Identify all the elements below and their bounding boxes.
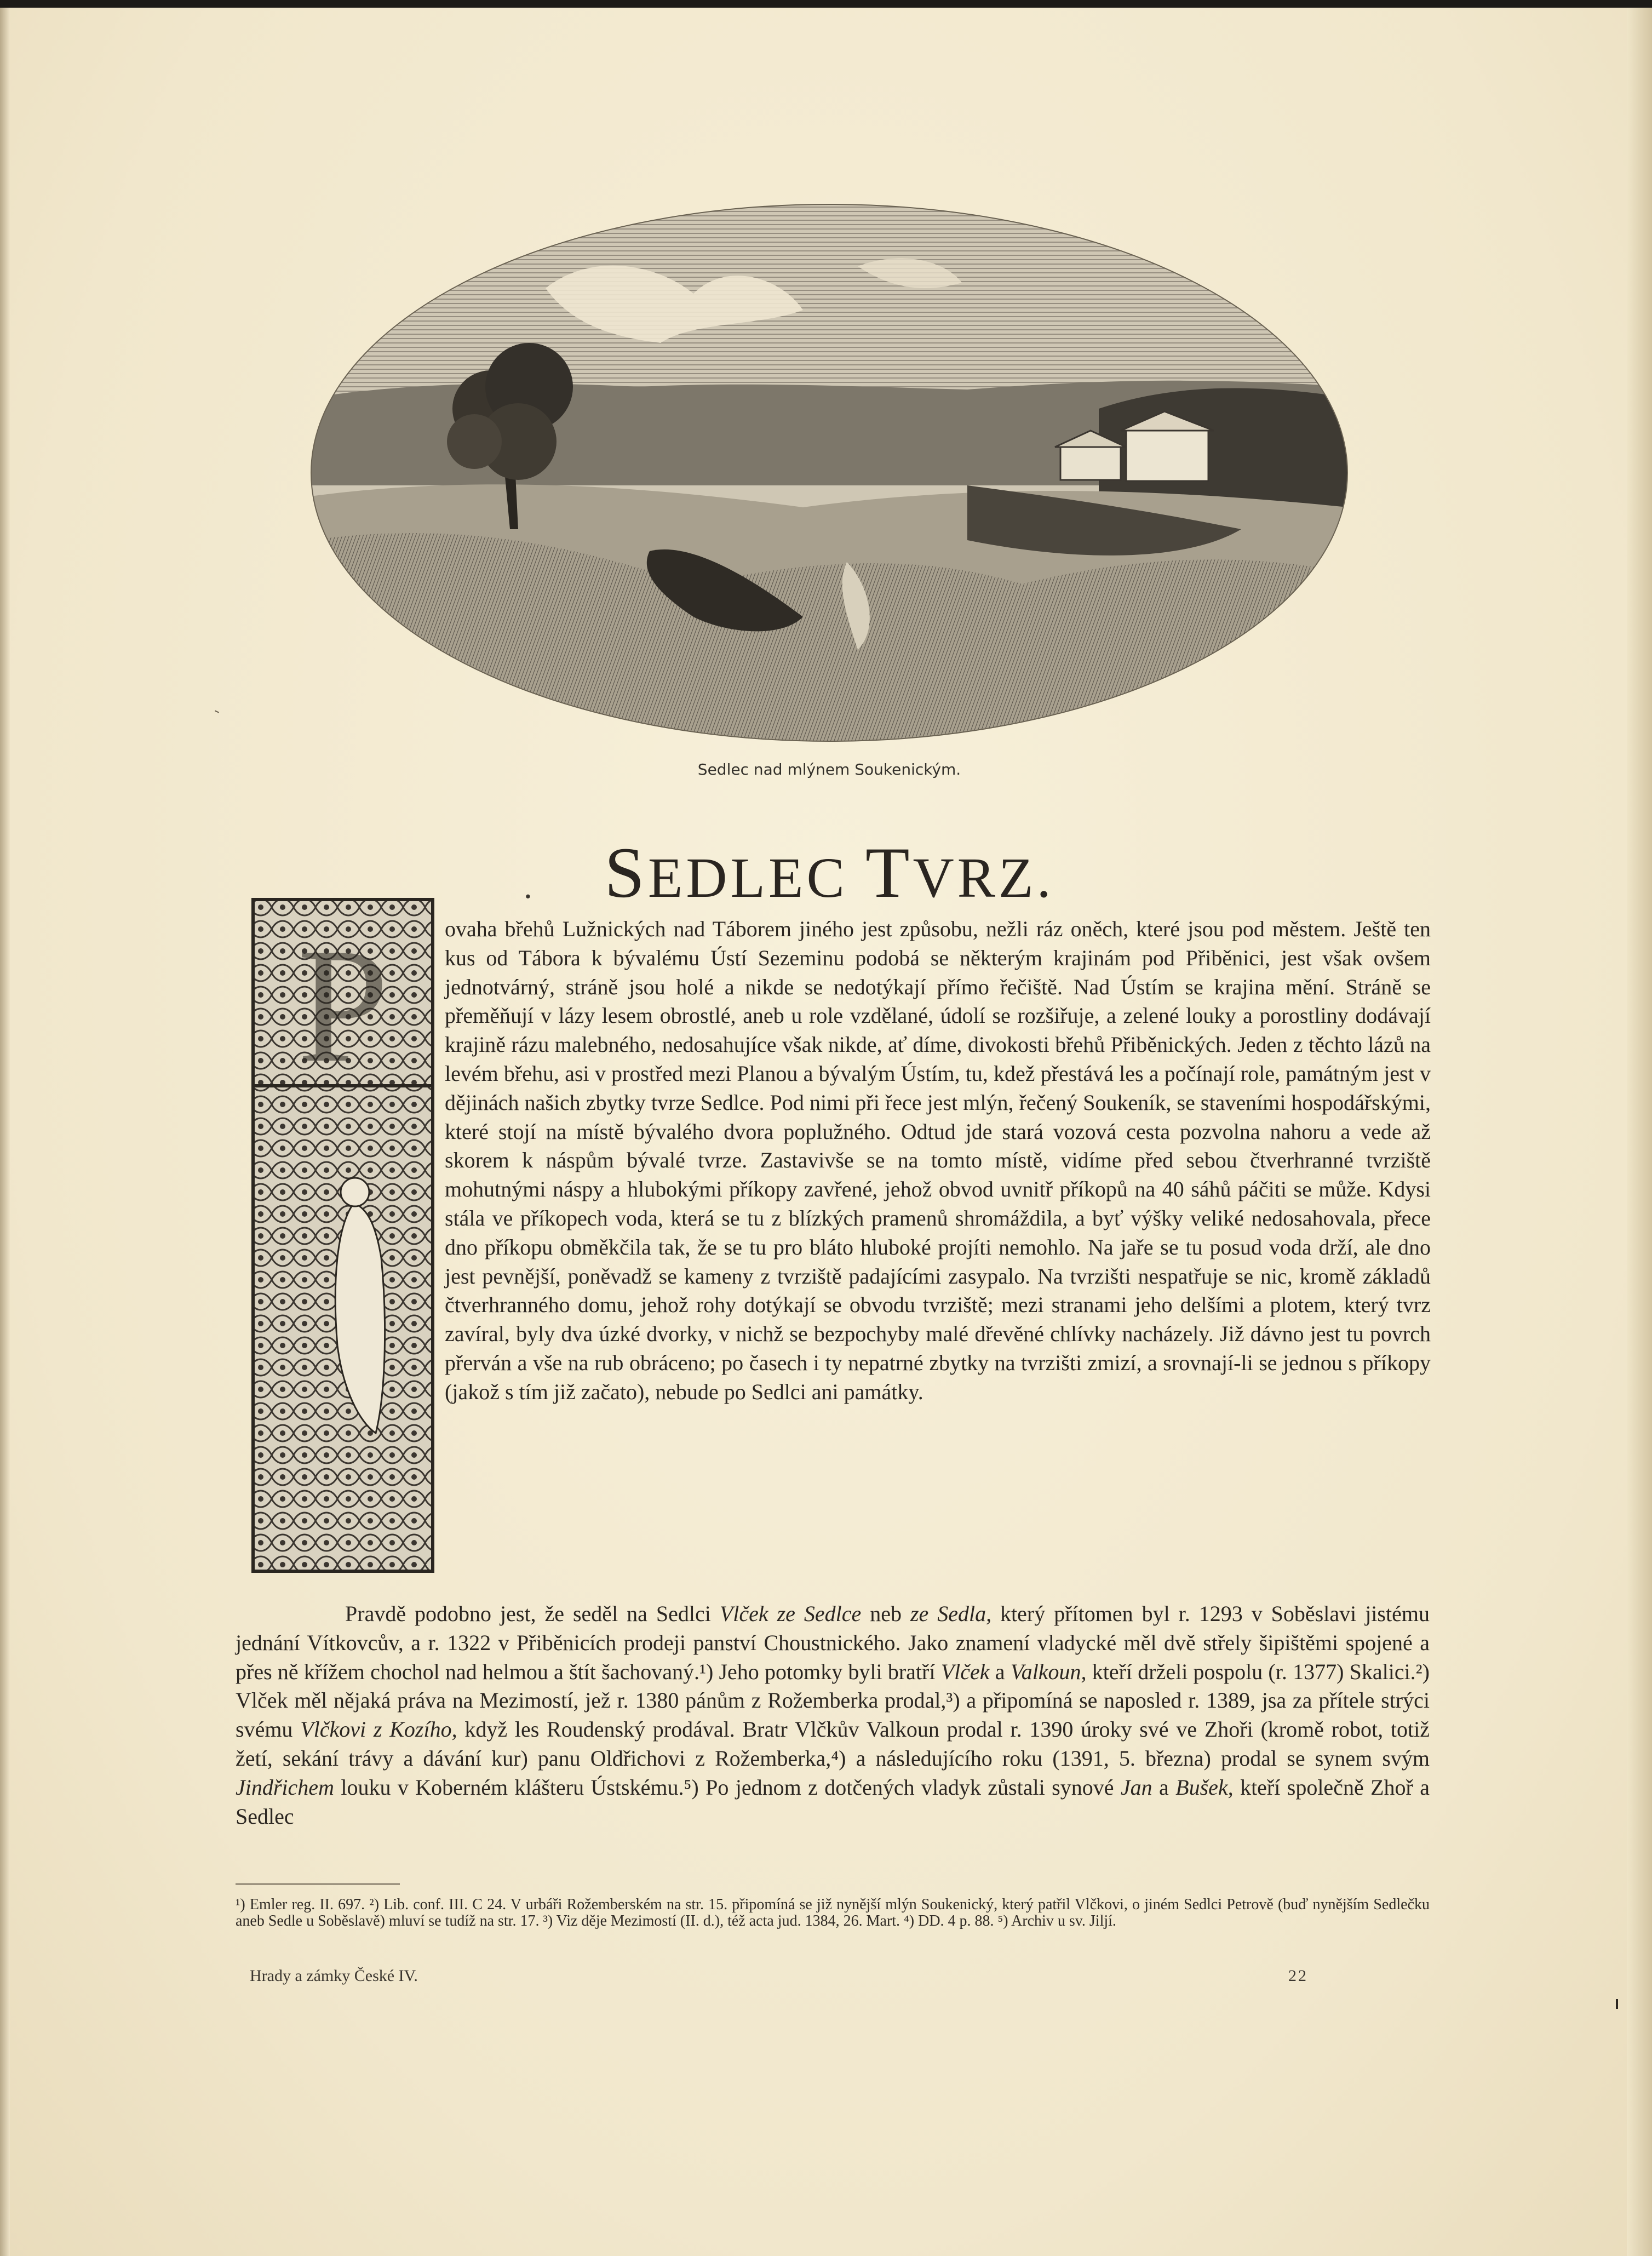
- page-title: [310, 831, 1349, 914]
- ornamental-initial: [250, 896, 436, 1574]
- paragraph-2: Pravdě podobno jest, že seděl na Sedlci Vlček ze Sedlce neb ze Sedla, který přítomen byl r. 1293 v Soběslavi jistému jednání Vítkovcův, a r. 1322 v Přiběnicích prodeji panství Choustnického. Jako znamení vladycké měl dvě střely šipištěmi spojené a přes ně křížem chochol nad helmou a štít šachovaný.¹) Jeho potomky byli bratří Vlček a Valkoun, kteří drželi pospolu (r. 1377) Skalici.²) Vlček měl nějaká práva na Mezimostí, jež r. 1380 pánům z Rožemberka prodal,³) a připomíná se naposled r. 1389, jsa za přítele strýci svému Vlčkovi z Kozího, když les Roudenský prodával. Bratr Vlčkův Valkoun prodal r. 1390 úroky své ve Zhoři (kromě robot, totiž žetí, sekání trávy a dávání kur) panu Oldřichovi z Rožemberka,⁴) a následujícího roku (1391, 5. března) prodal se synem svým Jindřichem louku v Koberném klášteru Ústskému.⁵) Po jednom z dotčených vladyk zůstali synové Jan a Bušek, kteří společně Zhoř a Sedlec: [236, 1601, 1430, 1829]
- initial-letter: P: [297, 914, 389, 1096]
- title-ornament-dot: .: [523, 870, 533, 906]
- illustration-caption: Sedlec nad mlýnem Soukenickým.: [697, 760, 961, 778]
- paragraph-1: [445, 915, 1431, 1407]
- title-part-1: EDLEC: [647, 846, 865, 909]
- paragraph-1-text: ovaha břehů Lužnických nad Táborem jiného jest způsobu, nežli ráz oněch, které jsou pod městem. Ještě ten kus od Tábora k bývalému Ústí Sezeminu podobá se některým krajinám pod Přiběnici, jest však ovšem jednotvárný, stráně jsou holé a nikde se nedotýkají přímo řečiště. Nad Ústím se krajina mění. Stráně se přeměňují v lázy lesem obrostlé, aneb u role vzdělané, údolí se rozšiřuje, a zelené louky a porostliny dodávají krajině rázu malebného, nedosahujíce však nikde, ať díme, divokosti břehů Přiběnických. Jeden z těchto lázů na levém břehu, asi v prostřed mezi Planou a bývalým Ústím, tu, kdež přestává les a počínají role, památným jest v dějinách našich zbytky tvrze Sedlce. Pod nimi při řece jest mlýn, řečený Soukeník, se staveními hospodářskými, které stojí na místě bývalého dvora poplužného. Odtud jde stará vozová cesta pozvolna nahoru a vede až skorem k náspům bývalé tvrze. Zastavivše se na tomto místě, vidíme před sebou čtverhranné tvrziště mohutnými náspy a hlubokými příkopy zavřené, jehož obvod uvnitř příkopů na 40 sáhů páčiti se může. Kdysi stála ve příkopech voda, která se tu z blízkých pramenů shromáždila, a byť výšky veliké nedosahovala, přece dno příkopu obměkčila tak, že se tu pro bláto hluboké projíti nemohlo. Na jaře se tu posud voda drží, ale dno jest pevnější, poněvadž se kameny z tvrziště padajícími zasypalo. Na tvrzišti nespatřuje se nic, kromě základů čtverhranného domu, jehož rohy dotýkají se obvodu tvrziště; mezi stranami jeho delšími a plotem, který tvrz zavíral, byly dva úzké dvorky, v nichž se bezpochyby malé dřevěné chlívky nacházely. Již dávno jest tu povrch přerván a vše na rub obráceno; po časech i ty nepatrné zbytky na tvrzišti zmizí, a srovnají-li se jednou s příkopy (jakož s tím již začato), nebude po Sedlci ani památky.: [445, 917, 1431, 1404]
- title-cap-s: S: [604, 832, 648, 913]
- page-edge: [1627, 8, 1652, 2256]
- page-gutter-shadow: [0, 8, 10, 2256]
- book-title: Hrady a zámky České IV.: [250, 1967, 418, 1985]
- mill-building: [1060, 447, 1121, 480]
- book-page: [0, 8, 1652, 2256]
- footnotes: ¹) Emler reg. II. 697. ²) Lib. conf. III. C 24. V urbáři Rožemberském na str. 15. připomíná se již nynější mlýn Soukenický, který patřil Vlčkovi, o jiném Sedlci Petrově (buď nynějším Sedlečku aneb Sedle u Soběslavě) mluví se tudíž na str. 17. ³) Viz děje Mezimostí (II. d.), též acta jud. 1384, 26. Mart. ⁴) DD. 4 p. 88. ⁵) Archiv u sv. Jiljí.: [236, 1896, 1430, 1929]
- page-edge-mark: [1616, 1999, 1618, 2009]
- page-number: 22: [1288, 1967, 1308, 1985]
- ink-speck: [215, 710, 219, 713]
- title-cap-t: T: [865, 832, 913, 913]
- title-part-2: VRZ.: [913, 846, 1054, 909]
- engraving-illustration: [310, 201, 1349, 745]
- footnote-divider: [236, 1883, 400, 1885]
